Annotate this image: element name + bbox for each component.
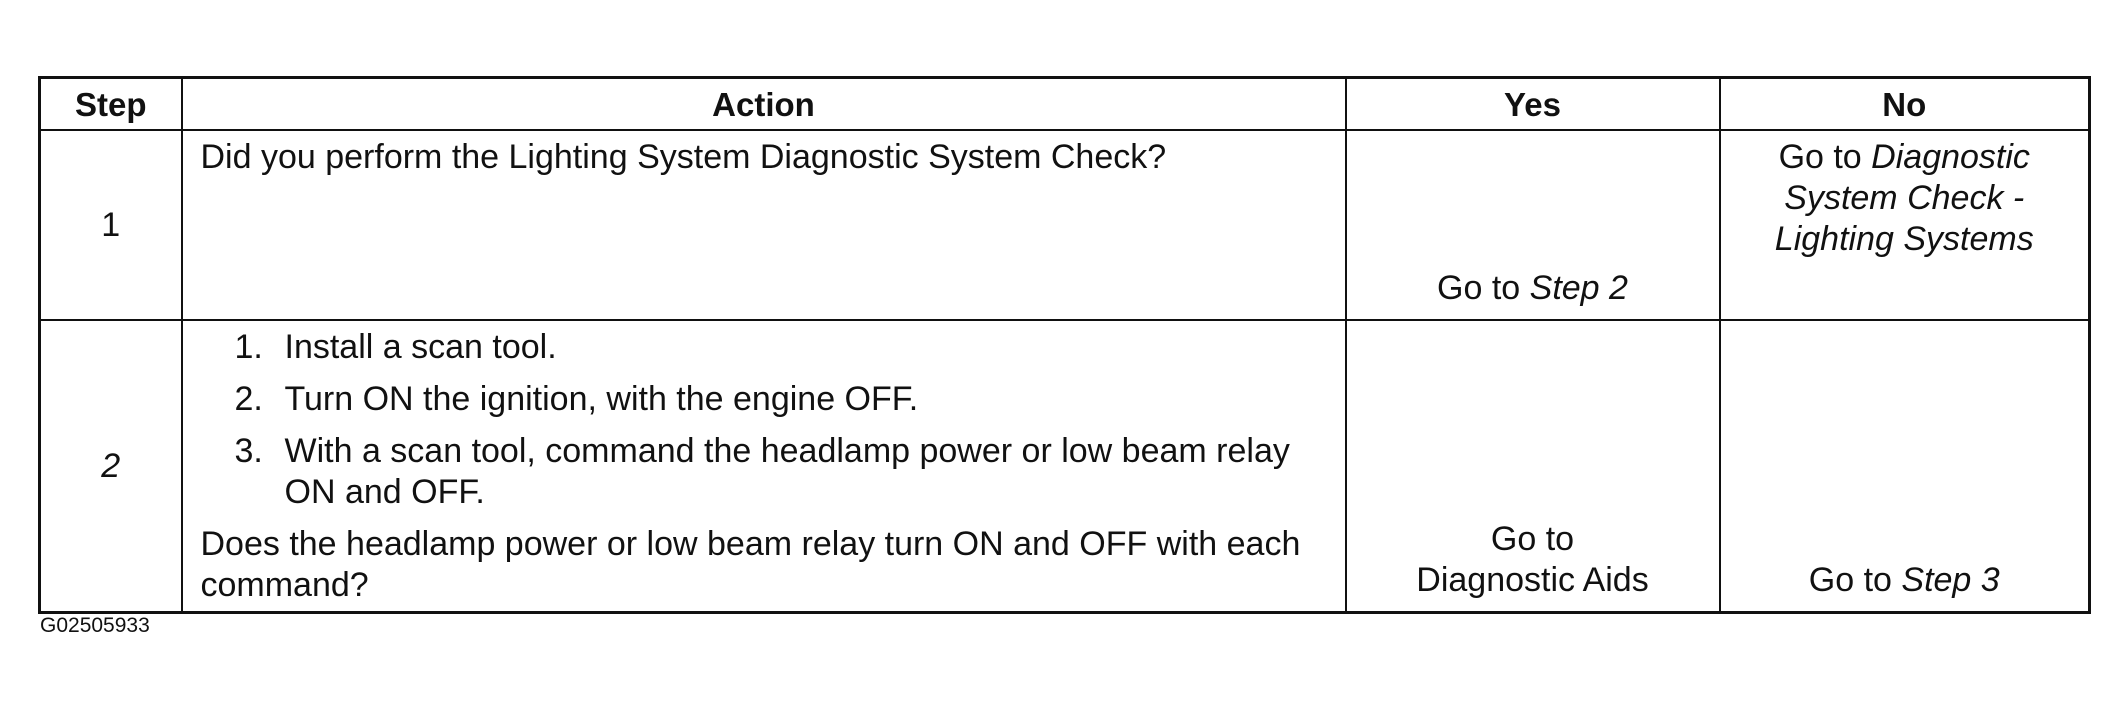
table-row xyxy=(40,320,2090,613)
yes-line-2: Diagnostic Aids xyxy=(1416,561,1649,599)
substep-text: Turn ON the ignition, with the engine OFF. xyxy=(284,380,919,418)
no-step-reference: Step 3 xyxy=(1901,561,2000,599)
substep-item xyxy=(235,431,1327,513)
yes-result xyxy=(1346,130,1720,320)
no-prefix: Go to xyxy=(1778,138,1872,176)
substep-item xyxy=(235,327,1327,368)
substep-number: 3. xyxy=(234,432,263,470)
action-cell xyxy=(182,320,1346,613)
header-no: No xyxy=(1720,78,2090,131)
yes-step-reference: Step 2 xyxy=(1529,269,1628,307)
step-number: 2 xyxy=(40,320,182,613)
action-text: Did you perform the Lighting System Diagnostic System Check? xyxy=(182,130,1346,320)
step-number: 1 xyxy=(40,130,182,320)
header-step: Step xyxy=(40,78,182,131)
action-question: Does the headlamp power or low beam relay turn ON and OFF with each command? xyxy=(200,525,1301,604)
figure-id: G02505933 xyxy=(40,614,150,637)
substep-text: Install a scan tool. xyxy=(284,328,557,366)
substep-text: With a scan tool, command the headlamp power or low beam relay ON and OFF. xyxy=(284,432,1290,511)
diagnostic-table xyxy=(38,76,2091,614)
yes-prefix: Go to xyxy=(1437,269,1530,307)
no-result xyxy=(1720,320,2090,613)
yes-line-1: Go to xyxy=(1490,520,1575,558)
no-result xyxy=(1720,130,2090,320)
header-action: Action xyxy=(182,78,1346,131)
table-row xyxy=(40,130,2090,320)
substep-number: 2. xyxy=(234,380,263,418)
substep-number: 1. xyxy=(234,328,263,366)
yes-result xyxy=(1346,320,1720,613)
header-yes: Yes xyxy=(1346,78,1720,131)
substep-item xyxy=(235,379,1327,420)
header-row xyxy=(40,78,2090,131)
no-prefix: Go to xyxy=(1808,561,1902,599)
no-reference: Diagnostic System Check - Lighting Systems xyxy=(1774,138,2034,258)
